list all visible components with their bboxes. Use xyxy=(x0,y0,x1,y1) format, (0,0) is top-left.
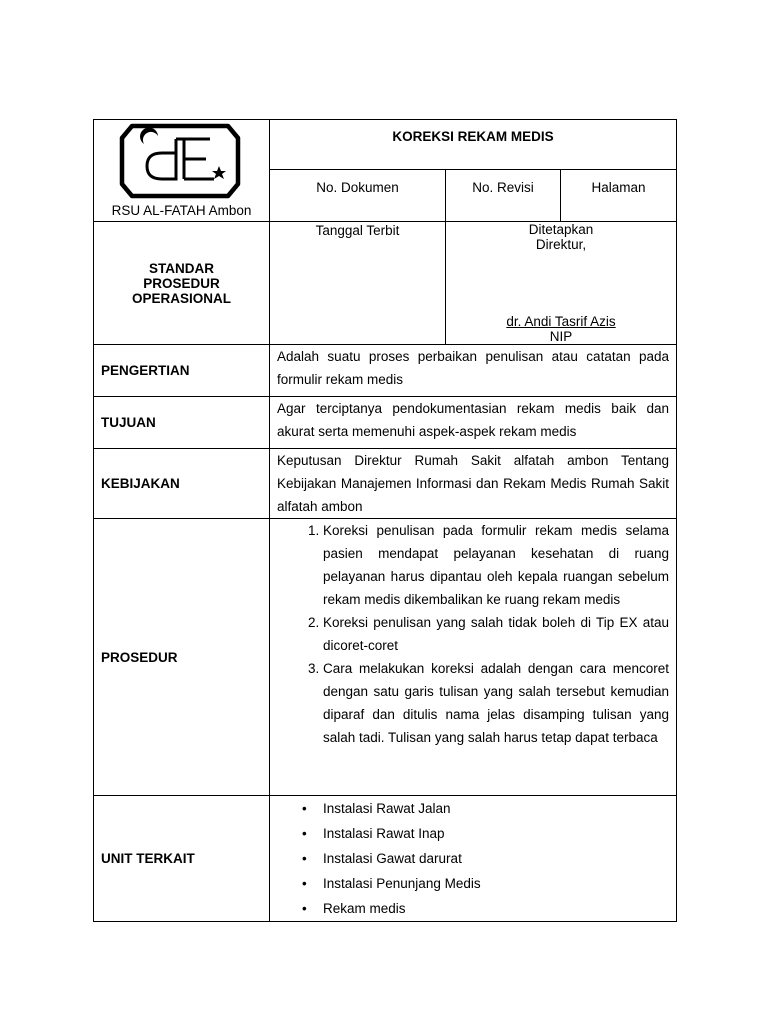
prosedur-step: 1. Koreksi penulisan pada formulir rekam medis selama pasien mendapat pelayanan kesehatan di ruang pelayanan harus dipantau oleh kepala ruangan sebelum rekam medis dikembalikan ke ruang rekam medis xyxy=(323,519,669,611)
unit-item-label: Instalasi Gawat darurat xyxy=(323,851,462,866)
sop-label-line: OPERASIONAL xyxy=(131,290,231,306)
signatory-name: dr. Andi Tasrif Azis xyxy=(506,314,616,329)
bullet-icon: • xyxy=(302,826,307,841)
prosedur-step: 3. Cara melakukan koreksi adalah dengan cara mencoret dengan satu garis tulisan yang salah tersebut kemudian diparaf dan ditulis nama jelas disamping tulisan yang salah tadi. Tulisan yang salah harus tetap dapat terbaca xyxy=(323,657,669,749)
sop-label xyxy=(94,222,270,345)
list-item xyxy=(302,871,669,896)
bullet-icon: • xyxy=(302,901,307,916)
unit-terkait-cell xyxy=(270,796,677,922)
unit-item-label: Instalasi Rawat Jalan xyxy=(323,801,451,816)
prosedur-steps xyxy=(270,519,676,749)
pengertian-label: PENGERTIAN xyxy=(94,345,270,397)
prosedur-step: 2. Koreksi penulisan yang salah tidak boleh di Tip EX atau dicoret-coret xyxy=(323,611,669,657)
list-item xyxy=(302,846,669,871)
unit-list xyxy=(270,796,676,921)
tanggal-terbit-label: Tanggal Terbit xyxy=(315,223,400,238)
list-item xyxy=(302,796,669,821)
unit-item-label: Instalasi Rawat Inap xyxy=(323,826,445,841)
pengertian-text: Adalah suatu proses perbaikan penulisan atau catatan pada formulir rekam medis xyxy=(270,345,677,397)
tujuan-label: TUJUAN xyxy=(94,397,270,449)
hospital-name: RSU AL-FATAH Ambon xyxy=(111,203,252,218)
halaman-label: Halaman xyxy=(561,170,677,222)
list-item xyxy=(302,821,669,846)
bullet-icon: • xyxy=(302,801,307,816)
bullet-icon: • xyxy=(302,851,307,866)
kebijakan-text: Keputusan Direktur Rumah Sakit alfatah ambon Tentang Kebijakan Manajemen Informasi dan Rekam Medis Rumah Sakit alfatah ambon xyxy=(270,449,677,519)
hospital-logo-icon xyxy=(118,122,242,200)
tujuan-text: Agar terciptanya pendokumentasian rekam medis baik dan akurat serta memenuhi aspek-aspek rekam medis xyxy=(270,397,677,449)
sop-label-line: PROSEDUR xyxy=(143,275,220,291)
sop-table xyxy=(93,119,677,922)
no-dokumen-label: No. Dokumen xyxy=(270,170,446,222)
logo-cell xyxy=(94,120,270,222)
direktur-label: Direktur, xyxy=(535,237,587,252)
document-title: KOREKSI REKAM MEDIS xyxy=(270,120,677,170)
kebijakan-label: KEBIJAKAN xyxy=(94,449,270,519)
prosedur-label: PROSEDUR xyxy=(94,519,270,796)
unit-item-label: Rekam medis xyxy=(323,901,406,916)
ditetapkan-label: Ditetapkan xyxy=(528,222,594,237)
sop-label-line: STANDAR xyxy=(149,260,214,276)
list-item xyxy=(302,896,669,921)
prosedur-cell xyxy=(270,519,677,796)
bullet-icon: • xyxy=(302,876,307,891)
unit-item-label: Instalasi Penunjang Medis xyxy=(323,876,481,891)
no-revisi-label: No. Revisi xyxy=(446,170,561,222)
nip-label: NIP xyxy=(549,329,573,344)
signature-cell xyxy=(446,222,677,345)
tanggal-terbit-cell xyxy=(270,222,446,345)
unit-terkait-label: UNIT TERKAIT xyxy=(94,796,270,922)
